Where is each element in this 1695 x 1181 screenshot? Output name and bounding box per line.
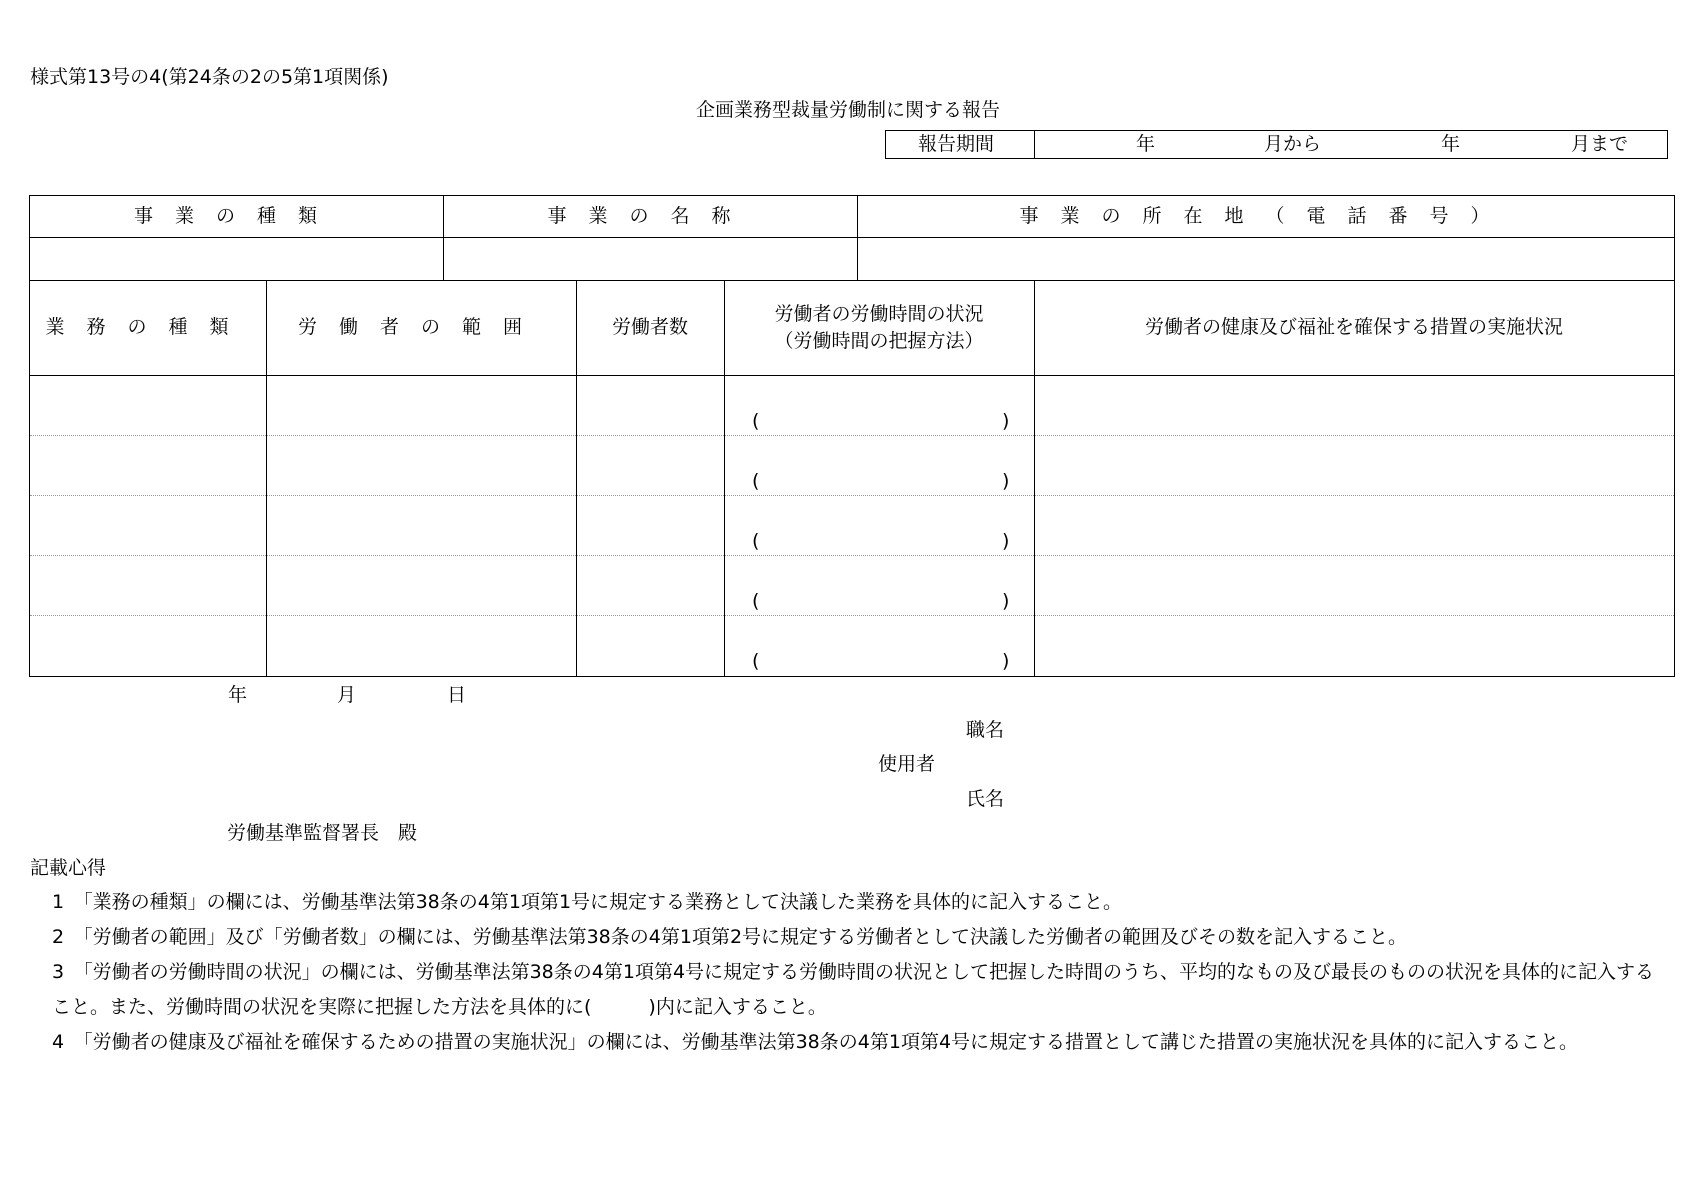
- header-work-type: 業務の種類: [45, 316, 251, 339]
- report-table: [29, 195, 1675, 677]
- period-month-to: 月まで: [1571, 133, 1629, 155]
- header-work-hours-line1: 労働者の労働時間の状況: [774, 302, 984, 325]
- paren-close: ): [1002, 650, 1010, 672]
- header-work-hours: [724, 280, 1034, 375]
- paren-open: (: [752, 530, 760, 552]
- header-business-address: 事業の所在地（電話番号）: [1019, 205, 1512, 228]
- paren-open: (: [752, 410, 760, 432]
- paren-close: ): [1002, 530, 1010, 552]
- paren-open: (: [752, 650, 760, 672]
- note-item: 4 「労働者の健康及び福祉を確保するための措置の実施状況」の欄には、労働基準法第38条の4第1項第4号に規定する措置として講じた措置の実施状況を具体的に記入すること。: [52, 1031, 1579, 1053]
- paren-open: (: [752, 590, 760, 612]
- header-worker-count: 労働者数: [611, 316, 688, 339]
- signature-title: 職名: [966, 719, 1005, 741]
- addressee: 労働基準監督署長 殿: [227, 822, 418, 844]
- paren-close: ): [1002, 410, 1010, 432]
- period-label: 報告期間: [918, 133, 995, 155]
- header-worker-scope: 労働者の範囲: [297, 316, 544, 339]
- note-item: 1 「業務の種類」の欄には、労働基準法第38条の4第1項第1号に規定する業務として決議した業務を具体的に記入すること。: [52, 891, 1123, 913]
- date-day: 日: [447, 684, 467, 706]
- signature-employer: 使用者: [878, 753, 936, 775]
- header-work-hours-line2: （労働時間の把握方法）: [774, 329, 984, 352]
- header-business-name: 事業の名称: [547, 205, 753, 228]
- period-year-from: 年: [1136, 133, 1156, 155]
- notes-heading: 記載心得: [30, 857, 107, 879]
- page-title: 企画業務型裁量労働制に関する報告: [695, 99, 1001, 121]
- period-year-to: 年: [1441, 133, 1461, 155]
- period-month-from: 月から: [1264, 133, 1322, 155]
- header-health-welfare: 労働者の健康及び福祉を確保する措置の実施状況: [1144, 316, 1563, 339]
- date-month: 月: [337, 684, 357, 706]
- header-business-type: 事業の種類: [133, 205, 339, 228]
- paren-close: ): [1002, 590, 1010, 612]
- note-item: 3 「労働者の労働時間の状況」の欄には、労働基準法第38条の4第1項第4号に規定する労働時間の状況として把握した時間のうち、平均的なもの及び最長のものの状況を具体的に記入すること。また、労働時間の状況を実際に把握した方法を具体的に( )内に記入すること。: [52, 961, 1655, 1018]
- paren-close: ): [1002, 470, 1010, 492]
- note-item: 2 「労働者の範囲」及び「労働者数」の欄には、労働基準法第38条の4第1項第2号に規定する労働者として決議した労働者の範囲及びその数を記入すること。: [52, 926, 1408, 948]
- paren-open: (: [752, 470, 760, 492]
- signature-name: 氏名: [966, 788, 1005, 810]
- report-period-box: [885, 130, 1668, 159]
- date-year: 年: [228, 684, 248, 706]
- form-number: 様式第13号の4(第24条の2の5第1項関係): [30, 66, 389, 88]
